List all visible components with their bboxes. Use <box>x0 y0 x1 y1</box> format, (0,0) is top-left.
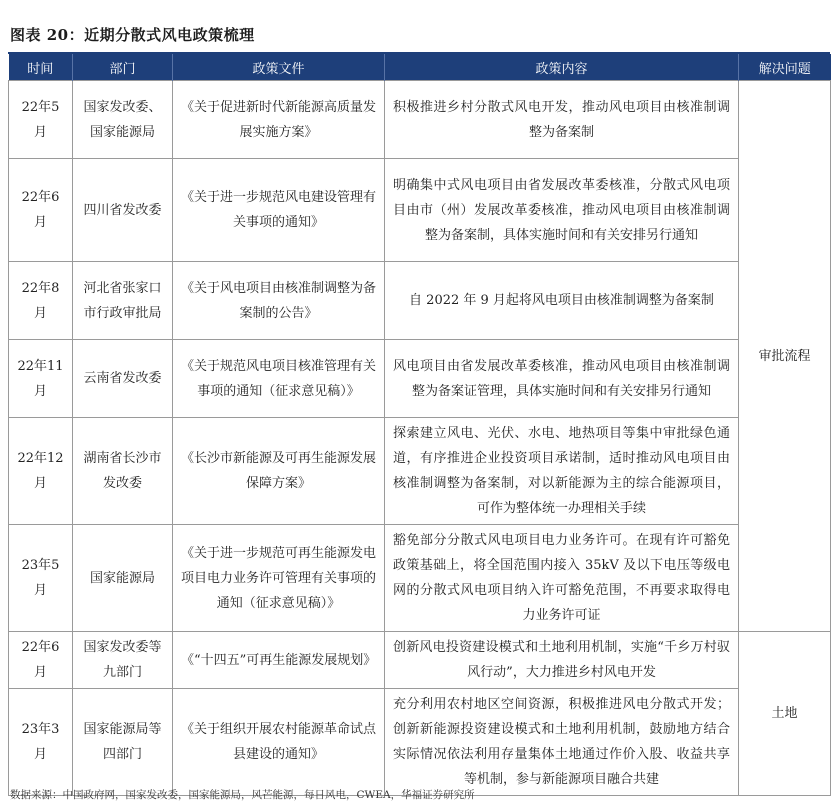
cell-file: 《关于规范风电项目核准管理有关事项的通知（征求意见稿）》 <box>173 340 385 418</box>
cell-dept: 湖南省长沙市发改委 <box>73 418 173 525</box>
table-row <box>9 340 831 418</box>
cell-issue-approval: 审批流程 <box>739 81 831 632</box>
table-row <box>9 418 831 525</box>
source-note: 数据来源：中国政府网，国家发改委，国家能源局，风芒能源，每日风电，CWEA，华福证券研究所 <box>10 789 475 801</box>
table-row <box>9 632 831 689</box>
table-row <box>9 262 831 340</box>
cell-file: 《关于组织开展农村能源革命试点县建设的通知》 <box>173 689 385 796</box>
table-row <box>9 525 831 632</box>
cell-file: 《关于进一步规范可再生能源发电项目电力业务许可管理有关事项的通知（征求意见稿）》 <box>173 525 385 632</box>
cell-time: 22年6月 <box>9 632 73 689</box>
cell-dept: 国家能源局 <box>73 525 173 632</box>
cell-file: 《关于风电项目由核准制调整为备案制的公告》 <box>173 262 385 340</box>
header-time: 时间 <box>9 54 73 81</box>
cell-file: 《关于进一步规范风电建设管理有关事项的通知》 <box>173 159 385 262</box>
cell-file: 《关于促进新时代新能源高质量发展实施方案》 <box>173 81 385 159</box>
cell-file: 《长沙市新能源及可再生能源发展保障方案》 <box>173 418 385 525</box>
header-issue: 解决问题 <box>739 54 831 81</box>
header-file: 政策文件 <box>173 54 385 81</box>
cell-dept: 国家发改委等九部门 <box>73 632 173 689</box>
table-row <box>9 689 831 796</box>
cell-time: 23年3月 <box>9 689 73 796</box>
cell-content: 豁免部分分散式风电项目电力业务许可。在现有许可豁免政策基础上，将全国范围内接入 35kV 及以下电压等级电网的分散式风电项目纳入许可豁免范围，不再要求取得电力业务许可证 <box>385 525 739 632</box>
cell-time: 22年5月 <box>9 81 73 159</box>
table-row <box>9 159 831 262</box>
cell-dept: 云南省发改委 <box>73 340 173 418</box>
cell-dept: 国家发改委、国家能源局 <box>73 81 173 159</box>
cell-content: 充分利用农村地区空间资源，积极推进风电分散式开发；创新新能源投资建设模式和土地利用机制，鼓励地方结合实际情况依法利用存量集体土地通过作价入股、收益共享等机制，参与新能源项目融合共建 <box>385 689 739 796</box>
header-row <box>9 54 831 81</box>
cell-time: 22年6月 <box>9 159 73 262</box>
cell-time: 22年12月 <box>9 418 73 525</box>
cell-content: 自 2022 年 9 月起将风电项目由核准制调整为备案制 <box>385 262 739 340</box>
cell-dept: 河北省张家口市行政审批局 <box>73 262 173 340</box>
cell-dept: 国家能源局等四部门 <box>73 689 173 796</box>
cell-time: 22年11月 <box>9 340 73 418</box>
cell-content: 探索建立风电、光伏、水电、地热项目等集中审批绿色通道，有序推进企业投资项目承诺制，适时推动风电项目由核准制调整为备案制，对以新能源为主的综合能源项目，可作为整体统一办理相关手续 <box>385 418 739 525</box>
header-dept: 部门 <box>73 54 173 81</box>
cell-content: 积极推进乡村分散式风电开发，推动风电项目由核准制调整为备案制 <box>385 81 739 159</box>
cell-content: 明确集中式风电项目由省发展改革委核准，分散式风电项目由市（州）发展改革委核准，推动风电项目由核准制调整为备案制，具体实施时间和有关安排另行通知 <box>385 159 739 262</box>
figure-title: 图表 20：近期分散式风电政策梳理 <box>10 26 255 44</box>
table-row <box>9 81 831 159</box>
cell-issue-land: 土地 <box>739 632 831 796</box>
cell-content: 风电项目由省发展改革委核准，推动风电项目由核准制调整为备案证管理，具体实施时间和有关安排另行通知 <box>385 340 739 418</box>
cell-file: 《“十四五”可再生能源发展规划》 <box>173 632 385 689</box>
header-content: 政策内容 <box>385 54 739 81</box>
cell-time: 23年5月 <box>9 525 73 632</box>
cell-content: 创新风电投资建设模式和土地利用机制，实施“千乡万村驭风行动”，大力推进乡村风电开发 <box>385 632 739 689</box>
cell-dept: 四川省发改委 <box>73 159 173 262</box>
policy-table <box>8 54 831 796</box>
cell-time: 22年8月 <box>9 262 73 340</box>
